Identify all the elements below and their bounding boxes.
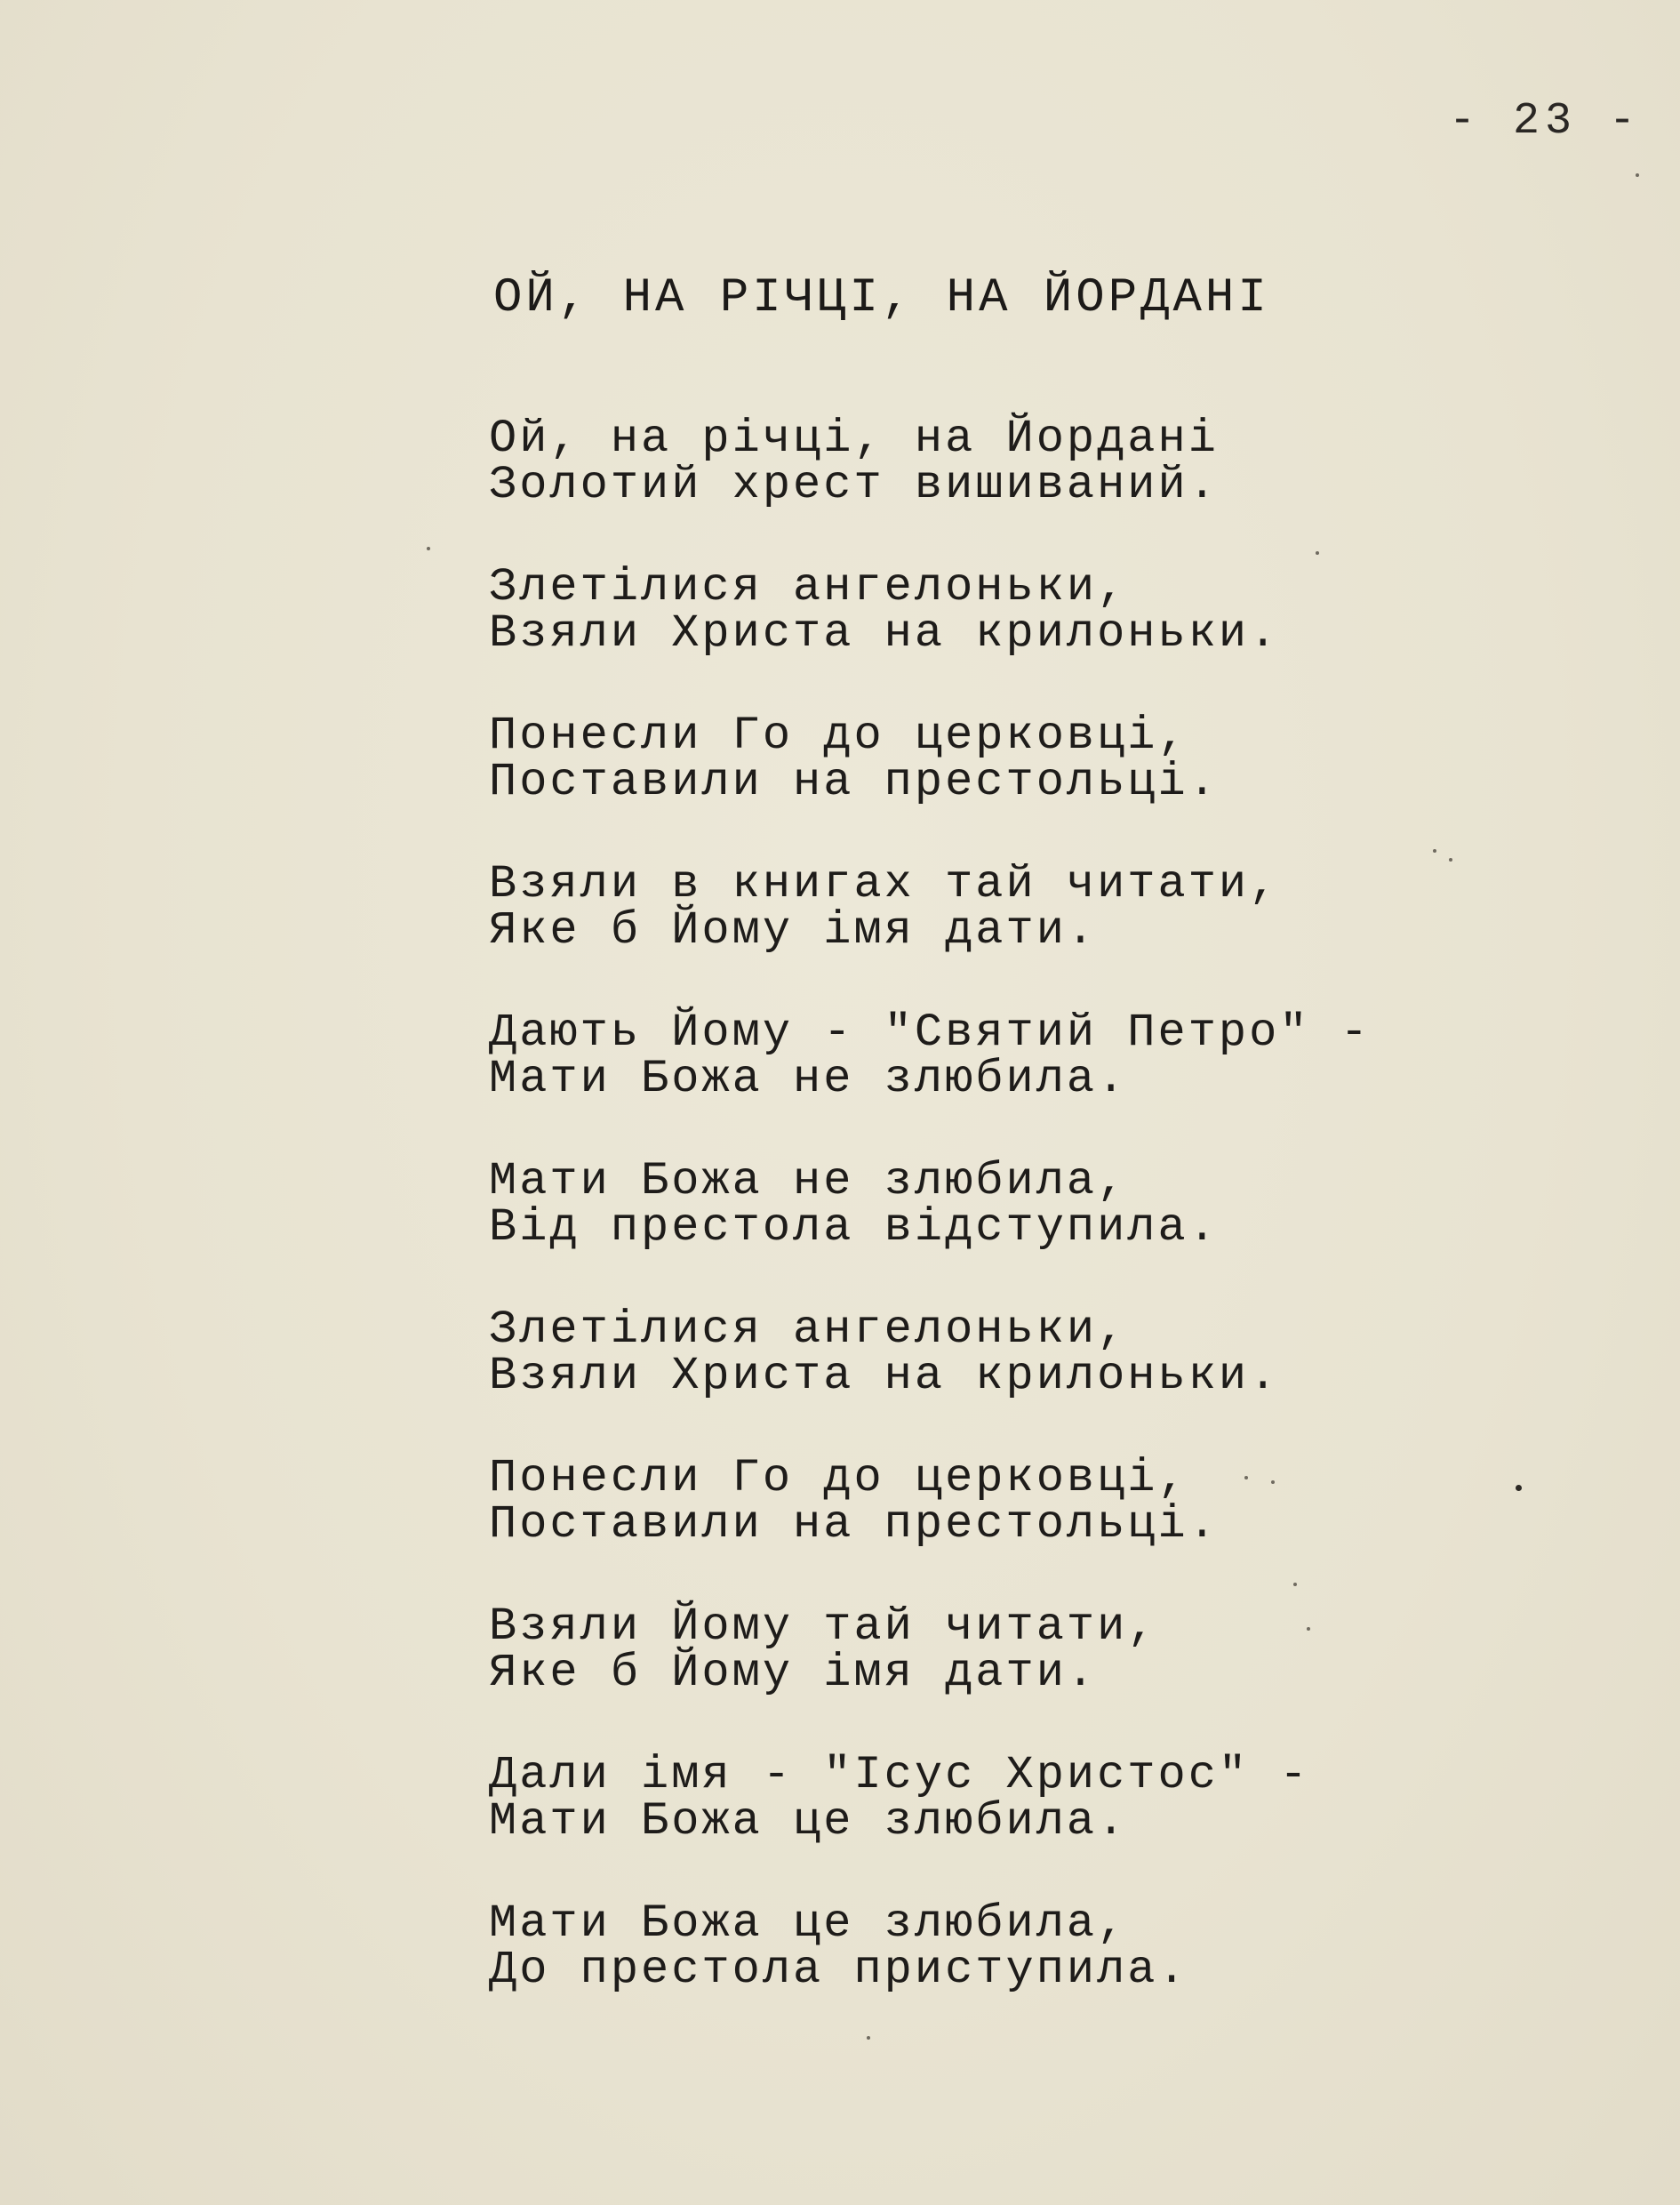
poem-line: Поставили на престольці.: [489, 756, 1219, 808]
poem-body: [489, 413, 1467, 2049]
poem-line: Мати Божа це злюбила,: [489, 1897, 1128, 1950]
poem-line: Злетілися ангелоньки,: [489, 1303, 1128, 1356]
poem-line: Ой, на річці, на Йордані: [489, 413, 1219, 465]
paper-speck: [1307, 1627, 1310, 1631]
paper-speck: [1316, 551, 1319, 555]
stanza: [489, 413, 1467, 511]
stanza: [489, 1749, 1467, 1848]
poem-line: Взяли в книгах тай читати,: [489, 858, 1280, 910]
paper-speck: [1433, 849, 1436, 853]
stanza: [489, 1006, 1467, 1105]
stanza: [489, 1155, 1467, 1254]
poem-line: Мати Божа це злюбила.: [489, 1795, 1128, 1848]
stanza: [489, 1303, 1467, 1402]
paper-speck: [1293, 1583, 1297, 1586]
poem-line: Мати Божа не злюбила,: [489, 1155, 1128, 1207]
poem-line: Мати Божа не злюбила.: [489, 1053, 1128, 1105]
poem-line: Поставили на престольці.: [489, 1498, 1219, 1551]
poem-line: Дають Йому - "Святий Петро" -: [489, 1006, 1371, 1059]
page-number: - 23 -: [1449, 96, 1642, 147]
paper-speck: [1244, 1476, 1248, 1479]
poem-title: ОЙ, НА РІЧЦІ, НА ЙОРДАНІ: [493, 271, 1270, 325]
paper-speck: [867, 2036, 870, 2040]
paper-speck: [427, 547, 430, 550]
paper-speck: [1271, 1480, 1275, 1484]
paper-speck: [1449, 858, 1452, 862]
poem-line: Взяли Йому тай читати,: [489, 1600, 1158, 1653]
poem-line: Злетілися ангелоньки,: [489, 561, 1128, 613]
poem-line: До престола приступила.: [489, 1944, 1188, 1996]
poem-line: Взяли Христа на крилоньки.: [489, 1350, 1280, 1402]
stanza: [489, 858, 1467, 957]
poem-line: Дали імя - "Ісус Христос" -: [489, 1749, 1310, 1801]
stanza: [489, 1897, 1467, 1996]
stanza: [489, 561, 1467, 660]
poem-line: Понесли Го до церковці,: [489, 710, 1188, 762]
stanza: [489, 1452, 1467, 1551]
poem-line: Від престола відступила.: [489, 1201, 1219, 1254]
poem-line: Понесли Го до церковці,: [489, 1452, 1188, 1504]
poem-line: Золотий хрест вишиваний.: [489, 459, 1219, 511]
paper-speck: [1516, 1485, 1522, 1491]
poem-line: Яке б Йому імя дати.: [489, 1647, 1098, 1699]
stanza: [489, 710, 1467, 808]
poem-line: Взяли Христа на крилоньки.: [489, 607, 1280, 660]
stanza: [489, 1600, 1467, 1699]
paper-speck: [1636, 173, 1639, 177]
poem-line: Яке б Йому імя дати.: [489, 904, 1098, 957]
